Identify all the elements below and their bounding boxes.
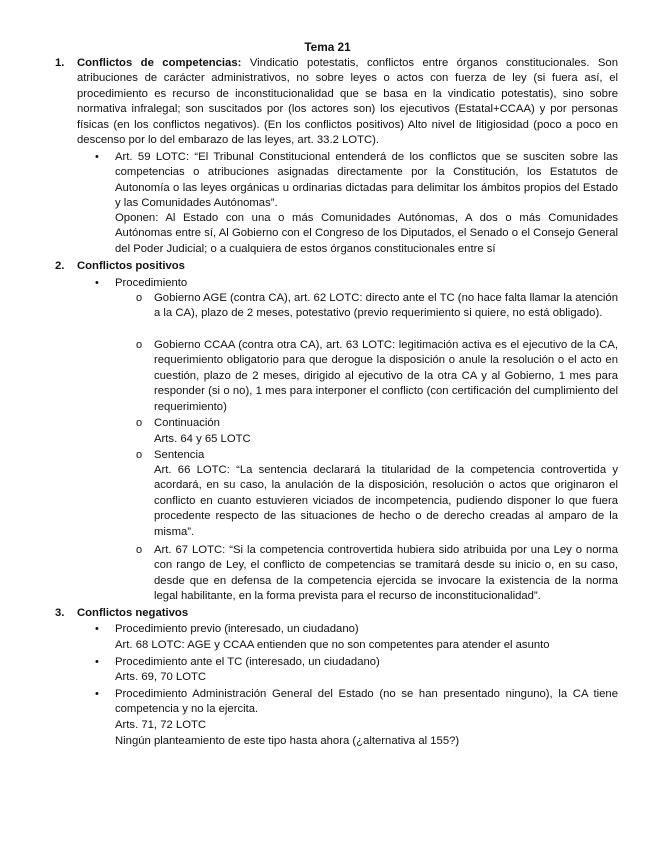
bullet-marker: • [95, 656, 99, 668]
bullet-marker: • [95, 688, 99, 700]
section-1-bullet-1: Art. 59 LOTC: “El Tribunal Constitucional entenderá de los conflictos que se susciten sobre las competencias o atribuciones asignadas directamente por la Constitución, los Estatutos de Autonomía o las leyes orgánicas u ordinarias dictadas para delimitar los ámbitos propios del Estado y las Comunidades Autónomas”. [115, 151, 618, 210]
sub-bullet-marker: o [136, 449, 143, 461]
section-3-bullet-3-line-1: Arts. 71, 72 LOTC [115, 719, 207, 731]
section-3-bullet-2-line-1: Arts. 69, 70 LOTC [115, 671, 207, 683]
section-1-bullet-1-extra: Oponen: Al Estado con una o más Comunidades Autónomas, A dos o más Comunidades Autónomas entre sí, Al Gobierno con el Congreso de los Diputados, el Senado o el Consejo General del Poder Judicial; o a cualquiera de estos órganos constitucionales entre sí [115, 212, 618, 255]
section-3-heading [77, 606, 618, 621]
section-1-heading: Conflictos de competencias: [77, 57, 242, 69]
section-2-subitem-4: Sentencia [154, 449, 205, 461]
section-3-bullet-2: Procedimiento ante el TC (interesado, un ciudadano) [115, 656, 380, 668]
sub-bullet-marker: o [136, 417, 143, 429]
section-2-heading-text: Conflictos positivos [77, 260, 185, 272]
section-2-heading [77, 259, 618, 274]
bullet-marker: • [95, 623, 99, 635]
section-3-bullet-3-line-2: Ningún planteamiento de este tipo hasta ahora (¿alternativa al 155?) [115, 735, 460, 747]
section-3-number: 3. [55, 607, 65, 619]
section-3-bullet-3: Procedimiento Administración General del Estado (no se han presentado ninguno), la CA tiene competencia y no la ejercita. [115, 688, 618, 716]
section-3-bullet-1: Procedimiento previo (interesado, un ciudadano) [115, 623, 359, 635]
section-1-paragraph [77, 56, 618, 148]
section-2-subitem-1: Gobierno AGE (contra CA), art. 62 LOTC: directo ante el TC (no hace falta llamar la atención a la CA), plazo de 2 meses, potestativo (previo requerimiento si quiere, no está obligado). [154, 292, 618, 320]
bullet-marker: • [95, 151, 99, 163]
page-title: Tema 21 [304, 40, 351, 54]
bullet-marker: • [95, 277, 99, 289]
section-2-number: 2. [55, 260, 65, 272]
section-2-subitem-4-extra: Art. 66 LOTC: “La sentencia declarará la titularidad de la competencia controvertida y acordará, en su caso, la anulación de la disposición, resolución o actos que originaron el conflicto en cuanto estuvieren viciados de incompetencia, pudiendo disponer lo que fuera procedente respecto de las situaciones de hecho o de derecho creadas al amparo de la misma”. [154, 464, 618, 538]
sub-bullet-marker: o [136, 292, 143, 304]
section-3-bullet-1-line-1: Art. 68 LOTC: AGE y CCAA entienden que no son competentes para atender el asunto [115, 639, 550, 651]
sub-bullet-marker: o [136, 544, 143, 556]
section-2-subitem-3-extra: Arts. 64 y 65 LOTC [154, 433, 251, 445]
section-1-intro: Vindicatio potestatis, conflictos entre órganos constitucionales. Son atribuciones de carácter administrativos, no sobre leyes o actos con fuerza de ley (si fuera así, el procedimiento es recurso de inconstitucionalidad que se basa en la vindicatio potestatis), sino sobre normativa infralegal; son suscitados por (los actores son) los ejecutivos (Estatal+CCAA) y por personas físicas (en los conflictos negativos). (En los conflictos positivos) Alto nivel de litigiosidad (poco a poco en descenso por lo del embarazo de las leyes, art. 33.2 LOTC). [77, 57, 618, 147]
sub-bullet-marker: o [136, 339, 143, 351]
section-2-bullet: Procedimiento [115, 277, 188, 289]
section-2-subitem-3: Continuación [154, 417, 220, 429]
section-1-number: 1. [55, 57, 65, 69]
section-2-subitem-2: Gobierno CCAA (contra otra CA), art. 63 LOTC: legitimación activa es el ejecutivo de la CA, requerimiento obligatorio para que derogue la disposición o anule la resolución o el acto en cuestión, plazo de 2 meses, dirigido al ejecutivo de la otra CA y al Gobierno, 1 mes para responder (si o no), 1 mes para interponer el conflicto (con certificación del cumplimiento del requerimiento) [154, 339, 618, 413]
section-3-heading-text: Conflictos negativos [77, 607, 189, 619]
section-2-subitem-5: Art. 67 LOTC: “Si la competencia controvertida hubiera sido atribuida por una Ley o norma con rango de Ley, el conflicto de competencias se tramitará desde su inicio o, en su caso, desde que en defensa de la competencia ejercida se invocare la existencia de la norma legal habilitante, en la forma prevista para el recurso de inconstitucionalidad”. [154, 544, 618, 603]
